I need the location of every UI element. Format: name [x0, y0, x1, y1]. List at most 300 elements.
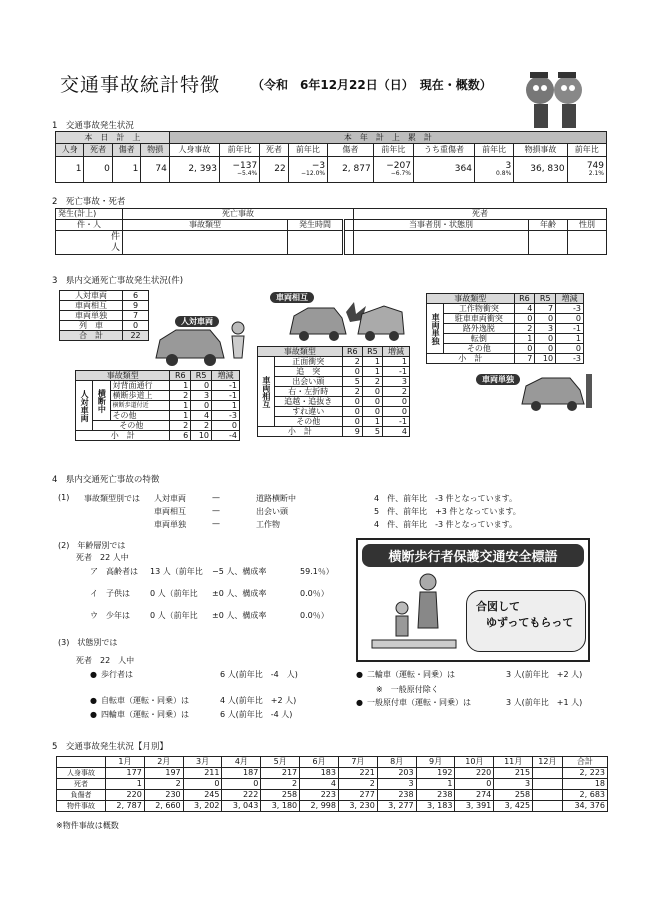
month-header: 1月: [106, 757, 145, 768]
col-type-header: 事故類型: [258, 347, 343, 357]
s1-percent: −12.0%: [301, 170, 326, 177]
month-value: 238: [416, 790, 455, 801]
stat-value: 0: [382, 407, 409, 417]
stat-value: 10: [535, 354, 556, 364]
month-value: 2, 223: [562, 768, 607, 779]
s1-col-header: 人身事故: [169, 144, 219, 157]
s1-col-header: 死者: [84, 144, 112, 157]
month-value: 4: [300, 779, 339, 790]
s1-col-header: うち重傷者: [414, 144, 475, 157]
s1-percent: −6.7%: [390, 170, 411, 177]
s1-value: −207: [386, 161, 411, 171]
month-value: 258: [261, 790, 300, 801]
s1-value: 74: [155, 164, 167, 174]
month-value: 18: [562, 779, 607, 790]
s1-percent: −5.4%: [236, 170, 258, 177]
month-value: 0: [222, 779, 261, 790]
col-type-header: 事故類型: [76, 371, 170, 381]
summary-row: [60, 301, 149, 311]
month-value: 3: [377, 779, 416, 790]
month-value: 230: [144, 790, 183, 801]
month-header: 5月: [261, 757, 300, 768]
issue-header: 発生(計上): [56, 209, 123, 220]
s1-percent: 2.1%: [588, 170, 604, 177]
section3-heading: 3 県内交通死亡事故発生状況(件): [52, 276, 184, 286]
col-r6-header: R6: [514, 294, 535, 304]
stat-value: 7: [514, 354, 535, 364]
fatal-accident-table: [55, 208, 607, 255]
col-time: 発生時間: [288, 220, 344, 231]
stat-value: -1: [382, 417, 409, 427]
s1-value-cell: [141, 157, 169, 183]
subtotal-label: 小 計: [76, 431, 170, 441]
month-value: 197: [144, 768, 183, 779]
col-sex: 性別: [568, 220, 607, 231]
stat-value: 0: [362, 407, 382, 417]
stat-value: 1: [170, 411, 191, 421]
stat-label: その他: [93, 421, 170, 431]
month-value: 177: [106, 768, 145, 779]
person-label: 人: [110, 242, 120, 253]
summary-label: 車両単独: [60, 311, 123, 321]
monthly-table: [56, 756, 608, 812]
section5-heading: 5 交通事故発生状況【月別】: [52, 742, 168, 752]
s1-value-cell: [474, 157, 513, 183]
state-value: 6 人(前年比 -4 人): [220, 670, 298, 679]
pedestrian-crossing-illustration: [368, 570, 458, 656]
state-label: ● 四輪車（運転・同乗）は: [90, 709, 189, 720]
car-collision-illustration: [288, 298, 408, 342]
stat-value: 6: [170, 431, 191, 441]
s1-value-cell: [169, 157, 219, 183]
stat-label: 横断歩道付近: [110, 401, 170, 411]
fatal-summary-table: [59, 290, 149, 341]
state-label: ● 歩行者は: [90, 669, 133, 680]
month-value: 2, 787: [106, 801, 145, 812]
month-value: 3, 391: [455, 801, 494, 812]
s1-value-cell: [260, 157, 288, 183]
summary-row: [60, 311, 149, 321]
stat-value: 0: [556, 344, 584, 354]
age-cell: ±0 人、構成率: [212, 589, 267, 598]
s1-value: 0: [104, 164, 110, 174]
year-header: 本 年 計 上 累 計: [169, 132, 606, 144]
month-value: 274: [455, 790, 494, 801]
pedestrian-label: 人対車両: [175, 316, 219, 327]
stat-value: 1: [362, 417, 382, 427]
stat-value: 0: [362, 397, 382, 407]
s1-value-cell: [56, 157, 84, 183]
feature1-cell: 人対車両: [154, 494, 186, 503]
single-table: [426, 293, 584, 364]
stat-label: 工作物衝突: [444, 304, 514, 314]
single-label: 車両単独: [476, 374, 520, 385]
s1-value: 1: [132, 164, 139, 174]
stat-value: 3: [382, 377, 409, 387]
stat-value: 0: [535, 314, 556, 324]
accident-summary-table: [55, 131, 607, 183]
month-header: 10月: [455, 757, 494, 768]
stat-label: 横断歩道上: [110, 391, 170, 401]
col-diff-header: 増減: [212, 371, 240, 381]
stat-label: その他: [110, 411, 170, 421]
month-value: 3, 183: [416, 801, 455, 812]
month-value: [533, 768, 563, 779]
stat-value: 0: [342, 397, 362, 407]
stat-label: 追 突: [274, 367, 342, 377]
summary-label: 合 計: [60, 331, 123, 341]
month-value: 192: [416, 768, 455, 779]
month-value: 3, 043: [222, 801, 261, 812]
stat-value: -1: [212, 381, 240, 391]
feature1-cell: 出会い頭: [256, 507, 288, 516]
stat-value: 1: [212, 401, 240, 411]
slogan-line2: ゆずってもらって: [486, 616, 574, 629]
feature2-heading: (2) 年齢層別では: [58, 541, 126, 550]
pedestrian-group-label: 人対車両: [76, 381, 93, 431]
age-cell: イ: [90, 589, 98, 598]
month-value: [533, 779, 563, 790]
age-cell: −5 人、構成率: [212, 567, 267, 576]
feature1-cell: —: [212, 493, 220, 502]
col-type-header: 事故類型: [427, 294, 515, 304]
stat-value: 0: [514, 344, 535, 354]
stat-value: 5: [342, 377, 362, 387]
crossing-group-label: 横断中: [93, 381, 110, 421]
month-value: 3, 180: [261, 801, 300, 812]
month-value: 1: [416, 779, 455, 790]
stat-label: 路外逸脱: [444, 324, 514, 334]
feature2-dead: 死者 22 人中: [76, 553, 129, 562]
feature1-cell: 車両単独: [154, 520, 186, 529]
feature1-cell: —: [212, 519, 220, 528]
age-cell: 13 人（前年比: [150, 567, 203, 576]
s1-value: 364: [454, 164, 472, 174]
month-value: 3, 425: [494, 801, 533, 812]
stat-value: 2: [170, 421, 191, 431]
page-title: 交通事故統計特徴: [60, 74, 221, 96]
s1-value: 36, 830: [530, 164, 565, 174]
today-header: 本 日 計 上: [56, 132, 170, 144]
month-value: 3, 230: [338, 801, 377, 812]
month-value: 2: [338, 779, 377, 790]
summary-label: 列 車: [60, 321, 123, 331]
state-value: 6 人(前年比 -4 人): [220, 710, 293, 719]
stat-value: 0: [362, 387, 382, 397]
stat-value: 0: [342, 407, 362, 417]
month-value: 3, 202: [183, 801, 222, 812]
feature3-heading: (3) 状態別では: [58, 638, 118, 647]
s1-col-header: 物損: [141, 144, 169, 157]
feature1-cell: 4 件、前年比 -3 件となっています。: [374, 520, 517, 529]
stat-value: 2: [362, 377, 382, 387]
stat-value: 0: [535, 334, 556, 344]
stat-label: 転倒: [444, 334, 514, 344]
s1-col-header: 前年比: [219, 144, 259, 157]
car-single-illustration: [518, 370, 598, 414]
mascot-illustration: [518, 60, 590, 132]
row-label: 物件事故: [57, 801, 106, 812]
feature1-number: (1): [58, 493, 70, 502]
s1-col-header: 前年比: [288, 144, 327, 157]
month-header: 8月: [377, 757, 416, 768]
state-label: ● 二輪車（運転・同乗）は: [356, 669, 455, 680]
stat-value: 10: [191, 431, 212, 441]
s1-col-header: 傷者: [328, 144, 374, 157]
s1-value: −3: [311, 161, 326, 171]
month-value: 223: [300, 790, 339, 801]
stat-value: 3: [535, 324, 556, 334]
age-cell: 0 人（前年比: [150, 589, 198, 598]
col-age: 年齢: [529, 220, 568, 231]
stat-value: 0: [382, 397, 409, 407]
state-label: ● 自転車（運転・同乗）は: [90, 695, 189, 706]
s1-value-cell: [328, 157, 374, 183]
stat-value: -1: [556, 324, 584, 334]
feature1-cell: 4 件、前年比 -3 件となっています。: [374, 494, 517, 503]
stat-value: 2: [170, 391, 191, 401]
count-header: 件・人: [56, 220, 123, 231]
feature1-cell: 車両相互: [154, 507, 186, 516]
stat-value: 0: [191, 381, 212, 391]
stat-value: 1: [170, 401, 191, 411]
s1-value: 1: [75, 164, 82, 174]
stat-value: 1: [556, 334, 584, 344]
stat-value: 2: [382, 387, 409, 397]
s1-value-cell: [567, 157, 606, 183]
section4-heading: 4 県内交通死亡事故の特徴: [52, 475, 160, 485]
mutual-table: [257, 346, 410, 437]
age-cell: 0.0％）: [300, 589, 329, 598]
month-value: 220: [106, 790, 145, 801]
col-diff-header: 増減: [382, 347, 409, 357]
s1-value: 2, 877: [342, 164, 371, 174]
s1-col-header: 物損事故: [514, 144, 567, 157]
state-value: 3 人(前年比 +2 人): [506, 670, 583, 679]
stat-value: -3: [556, 304, 584, 314]
age-cell: ±0 人、構成率: [212, 611, 267, 620]
stat-value: 0: [342, 367, 362, 377]
month-value: 211: [183, 768, 222, 779]
stat-value: 4: [191, 411, 212, 421]
month-value: 203: [377, 768, 416, 779]
month-header: 2月: [144, 757, 183, 768]
month-value: 220: [455, 768, 494, 779]
s1-value-cell: [288, 157, 327, 183]
s1-value-cell: [414, 157, 475, 183]
s1-value: −137: [232, 161, 258, 171]
feature1-cell: 道路横断中: [256, 494, 296, 503]
stat-value: 2: [342, 387, 362, 397]
summary-value: 22: [123, 331, 149, 341]
s1-value-cell: [84, 157, 112, 183]
stat-label: 出会い頭: [274, 377, 342, 387]
month-value: [533, 790, 563, 801]
month-value: 0: [455, 779, 494, 790]
month-header: 12月: [533, 757, 563, 768]
page-subtitle: （令和 6年12月22日（日） 現在・概数）: [252, 78, 492, 92]
s1-value-cell: [112, 157, 140, 183]
summary-value: 7: [123, 311, 149, 321]
stat-value: -3: [212, 411, 240, 421]
summary-row: [60, 291, 149, 301]
month-value: 187: [222, 768, 261, 779]
summary-row: [60, 321, 149, 331]
stat-value: 2: [514, 324, 535, 334]
stat-value: 0: [191, 401, 212, 411]
s1-col-header: 前年比: [373, 144, 413, 157]
feature1-cell: 工作物: [256, 520, 280, 529]
s1-value: 749: [586, 161, 604, 171]
car-pedestrian-illustration: [150, 318, 250, 368]
age-cell: 子供は: [106, 589, 130, 598]
month-value: 245: [183, 790, 222, 801]
summary-label: 車両相互: [60, 301, 123, 311]
stat-label: 右・左折時: [274, 387, 342, 397]
s1-value: 22: [274, 164, 286, 174]
stat-label: 追越・追抜き: [274, 397, 342, 407]
age-cell: 0 人（前年比: [150, 611, 198, 620]
stat-label: 対背面通行: [110, 381, 170, 391]
stat-value: 0: [514, 314, 535, 324]
feature1-cell: 5 件、前年比 +3 件となっています。: [374, 507, 521, 516]
month-value: 183: [300, 768, 339, 779]
month-value: 2, 660: [144, 801, 183, 812]
month-header: 合計: [562, 757, 607, 768]
stat-value: 4: [382, 427, 409, 437]
month-header: 9月: [416, 757, 455, 768]
month-value: 222: [222, 790, 261, 801]
month-value: 2, 683: [562, 790, 607, 801]
month-value: 2, 998: [300, 801, 339, 812]
summary-value: 6: [123, 291, 149, 301]
stat-value: -1: [212, 391, 240, 401]
row-label: 死者: [57, 779, 106, 790]
month-value: 3, 277: [377, 801, 416, 812]
month-value: [533, 801, 563, 812]
feature1-cell: —: [212, 506, 220, 515]
stat-value: 4: [514, 304, 535, 314]
stat-value: -1: [382, 367, 409, 377]
stat-value: 2: [191, 421, 212, 431]
month-header: 4月: [222, 757, 261, 768]
month-value: 3: [494, 779, 533, 790]
fatality-header: 死者: [354, 209, 607, 220]
mutual-group-label: 車両相互: [258, 357, 275, 427]
month-value: 238: [377, 790, 416, 801]
age-cell: 少年は: [106, 611, 130, 620]
stat-value: 1: [362, 367, 382, 377]
month-value: 217: [261, 768, 300, 779]
pedestrian-table: [75, 370, 240, 441]
s1-percent: 0.8%: [496, 170, 512, 177]
month-value: 0: [183, 779, 222, 790]
summary-row: [60, 331, 149, 341]
col-r5-header: R5: [535, 294, 556, 304]
row-label: 負傷者: [57, 790, 106, 801]
stat-value: 1: [514, 334, 535, 344]
stat-label: その他: [444, 344, 514, 354]
s1-col-header: 死者: [260, 144, 288, 157]
stat-label: 小 計: [258, 427, 343, 437]
case-label: 件: [110, 231, 120, 242]
stat-value: 0: [212, 421, 240, 431]
summary-value: 9: [123, 301, 149, 311]
stat-value: -4: [212, 431, 240, 441]
stat-value: 0: [556, 314, 584, 324]
section1-heading: 1 交通事故発生状況: [52, 121, 134, 131]
state-label: ● 一般原付車（運転・同乗）は: [356, 697, 471, 708]
stat-value: 3: [191, 391, 212, 401]
s1-col-header: 傷者: [112, 144, 140, 157]
month-value: 34, 376: [562, 801, 607, 812]
age-cell: 59.1％）: [300, 567, 334, 576]
summary-label: 人対車両: [60, 291, 123, 301]
age-cell: ア: [90, 567, 98, 576]
month-value: 1: [106, 779, 145, 790]
stat-value: 1: [362, 357, 382, 367]
slogan-line1: 合図して: [476, 600, 520, 613]
month-value: 2: [261, 779, 300, 790]
stat-label: すれ違い: [274, 407, 342, 417]
stat-value: 1: [382, 357, 409, 367]
slogan-box: [356, 538, 590, 662]
month-value: 215: [494, 768, 533, 779]
month-value: 277: [338, 790, 377, 801]
month-header: 6月: [300, 757, 339, 768]
stat-label: 駐車車両衝突: [444, 314, 514, 324]
age-cell: ウ: [90, 611, 98, 620]
mutual-label: 車両相互: [270, 292, 314, 303]
stat-value: 5: [362, 427, 382, 437]
s1-value-cell: [373, 157, 413, 183]
stat-label: 小 計: [427, 354, 515, 364]
col-accident-type: 事故類型: [123, 220, 288, 231]
age-cell: 高齢者は: [106, 567, 138, 576]
stat-value: -3: [556, 354, 584, 364]
moped-note: ※ 一般原付除く: [376, 685, 439, 694]
month-value: 221: [338, 768, 377, 779]
stat-value: 7: [535, 304, 556, 314]
col-r5-header: R5: [191, 371, 212, 381]
month-header: 7月: [338, 757, 377, 768]
slogan-heading: 横断歩行者保護交通安全標語: [362, 544, 584, 567]
s1-value-cell: [219, 157, 259, 183]
month-value: 258: [494, 790, 533, 801]
stat-value: 9: [342, 427, 362, 437]
summary-value: 0: [123, 321, 149, 331]
feature1-cell: 事故類型別では: [84, 494, 140, 503]
s1-value-cell: [514, 157, 567, 183]
stat-label: その他: [274, 417, 342, 427]
col-diff-header: 増減: [556, 294, 584, 304]
col-r5-header: R5: [362, 347, 382, 357]
s1-col-header: 前年比: [474, 144, 513, 157]
col-r6-header: R6: [170, 371, 191, 381]
col-r6-header: R6: [342, 347, 362, 357]
s1-col-header: 前年比: [567, 144, 606, 157]
month-value: 2: [144, 779, 183, 790]
stat-value: 2: [342, 357, 362, 367]
stat-value: 1: [170, 381, 191, 391]
month-header: 3月: [183, 757, 222, 768]
single-group-label: 車両単独: [427, 304, 444, 354]
stat-value: 0: [342, 417, 362, 427]
state-value: 4 人(前年比 +2 人): [220, 696, 297, 705]
monthly-note: ※物件事故は概数: [56, 821, 119, 830]
s1-value: 2, 393: [188, 164, 217, 174]
s1-value: 3: [505, 161, 512, 171]
